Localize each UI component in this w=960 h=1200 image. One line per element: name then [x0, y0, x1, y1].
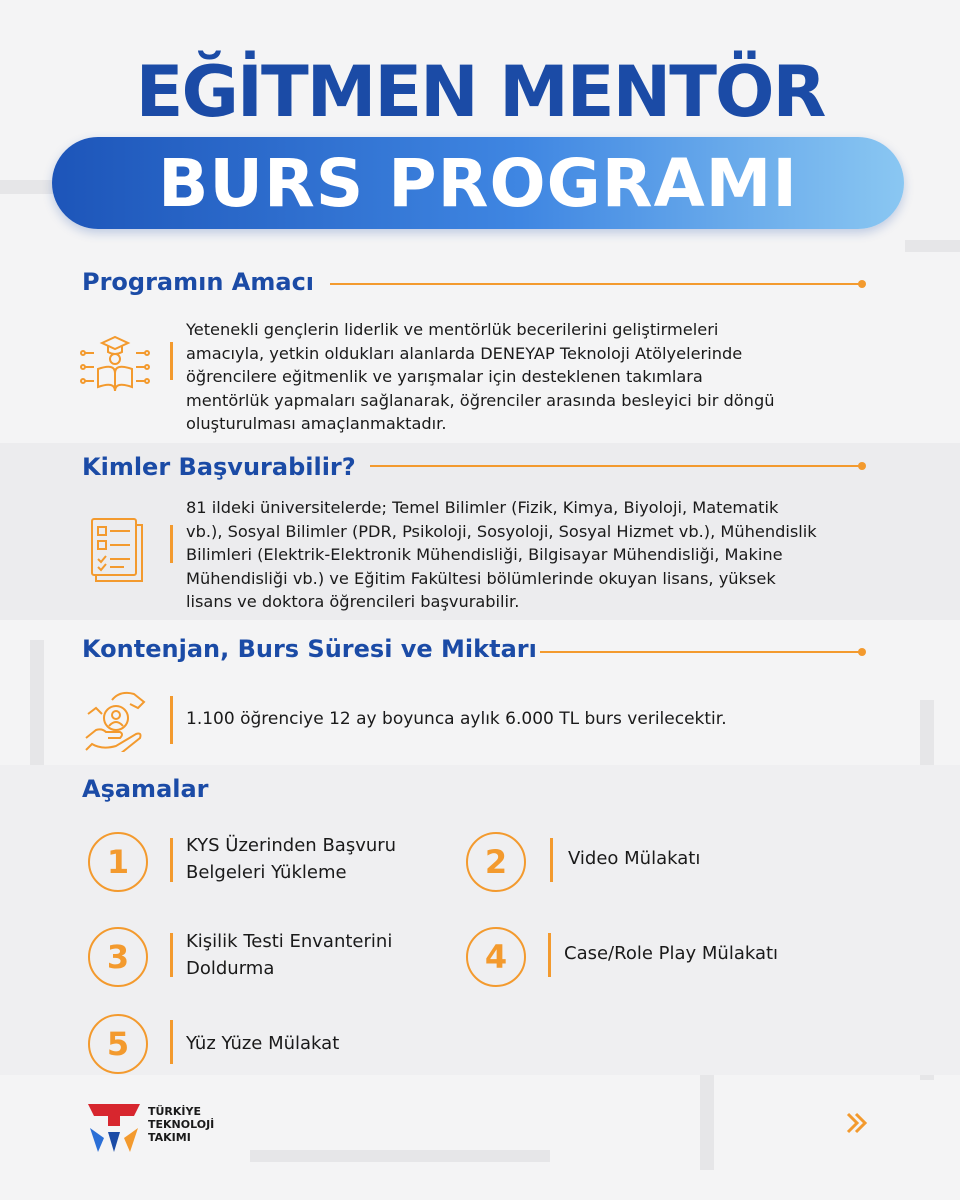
kimler-paragraph [186, 496, 866, 614]
accent-bar [170, 525, 173, 563]
bg-decor [250, 1150, 550, 1162]
double-chevron-right-icon [844, 1110, 870, 1136]
step-line: KYS Üzerinden Başvuru [186, 835, 397, 856]
step-label-4: Case/Role Play Mülakatı [564, 943, 779, 964]
section-divider [370, 465, 860, 467]
step-number-1: 1 [88, 832, 148, 892]
section-title-asamalar: Aşamalar [82, 775, 209, 803]
logo-line: TAKIMI [148, 1131, 191, 1144]
section-title-kontenjan: Kontenjan, Burs Süresi ve Miktarı [82, 635, 537, 663]
section-dot [858, 280, 866, 288]
step-label-2: Video Mülakatı [568, 848, 701, 869]
page-subtitle: BURS PROGRAMI [158, 144, 798, 222]
step-number-3: 3 [88, 927, 148, 987]
kimler-line: 81 ildeki üniversitelerde; Temel Bilimler (Fizik, Kimya, Biyoloji, Matematik [186, 498, 779, 517]
accent-bar [170, 838, 173, 882]
step-number-2: 2 [466, 832, 526, 892]
amac-line: Yetenekli gençlerin liderlik ve mentörlük becerilerini geliştirmeleri [186, 320, 719, 339]
bg-decor [0, 180, 60, 194]
kontenjan-text: 1.100 öğrenciye 12 ay boyunca aylık 6.000 TL burs verilecektir. [186, 709, 727, 729]
logo-wordmark [148, 1105, 214, 1144]
step-label-1 [186, 832, 396, 886]
graduation-book-icon [80, 333, 150, 393]
step-line: Kişilik Testi Envanterini [186, 931, 393, 952]
accent-bar [170, 342, 173, 380]
kimler-line: Mühendisliği vb.) ve Eğitim Fakültesi bölümlerinde okuyan lisans, yüksek [186, 568, 776, 588]
step-label-3 [186, 928, 392, 982]
step-number-5: 5 [88, 1014, 148, 1074]
accent-bar [170, 933, 173, 977]
section-title-amac: Programın Amacı [82, 268, 315, 296]
step-line: Doldurma [186, 958, 275, 979]
title-pill [52, 137, 904, 229]
amac-line: amacıyla, yetkin oldukları alanlarda DENEYAP Teknoloji Atölyelerinde [186, 343, 743, 363]
kimler-line: lisans ve doktora öğrencileri başvurabilir. [186, 592, 520, 612]
amac-line: öğrencilere eğitmenlik ve yarışmalar için desteklenen takımlara [186, 367, 703, 387]
step-number-4: 4 [466, 927, 526, 987]
step-label-5: Yüz Yüze Mülakat [186, 1033, 340, 1054]
turkiye-teknoloji-takimi-logo [84, 1098, 144, 1158]
step-line: Belgeleri Yükleme [186, 862, 347, 883]
accent-bar [170, 1020, 173, 1064]
kimler-line: vb.), Sosyal Bilimler (PDR, Psikoloji, Sosyoloji, Sosyal Hizmet vb.), Mühendislik [186, 521, 817, 541]
accent-bar [550, 838, 553, 882]
section-divider [540, 651, 860, 653]
accent-bar [170, 696, 173, 744]
logo-line: TEKNOLOJİ [148, 1118, 215, 1131]
logo-line: TÜRKİYE [148, 1105, 202, 1118]
page-title: EĞİTMEN MENTÖR [135, 51, 825, 133]
bg-decor [905, 240, 960, 252]
section-dot [858, 462, 866, 470]
section-dot [858, 648, 866, 656]
section-title-kimler: Kimler Başvurabilir? [82, 453, 356, 481]
section-divider [330, 283, 860, 285]
kimler-line: Bilimleri (Elektrik-Elektronik Mühendisliği, Bilgisayar Mühendisliği, Makine [186, 545, 783, 565]
amac-paragraph [186, 318, 866, 436]
checklist-document-icon [88, 517, 146, 583]
amac-line: mentörlük yapmaları sağlanarak, öğrenciler arasında besleyici bir döngü [186, 390, 775, 410]
amac-line: oluşturulması amaçlanmaktadır. [186, 414, 447, 434]
hand-heart-icon [82, 688, 150, 752]
accent-bar [548, 933, 551, 977]
